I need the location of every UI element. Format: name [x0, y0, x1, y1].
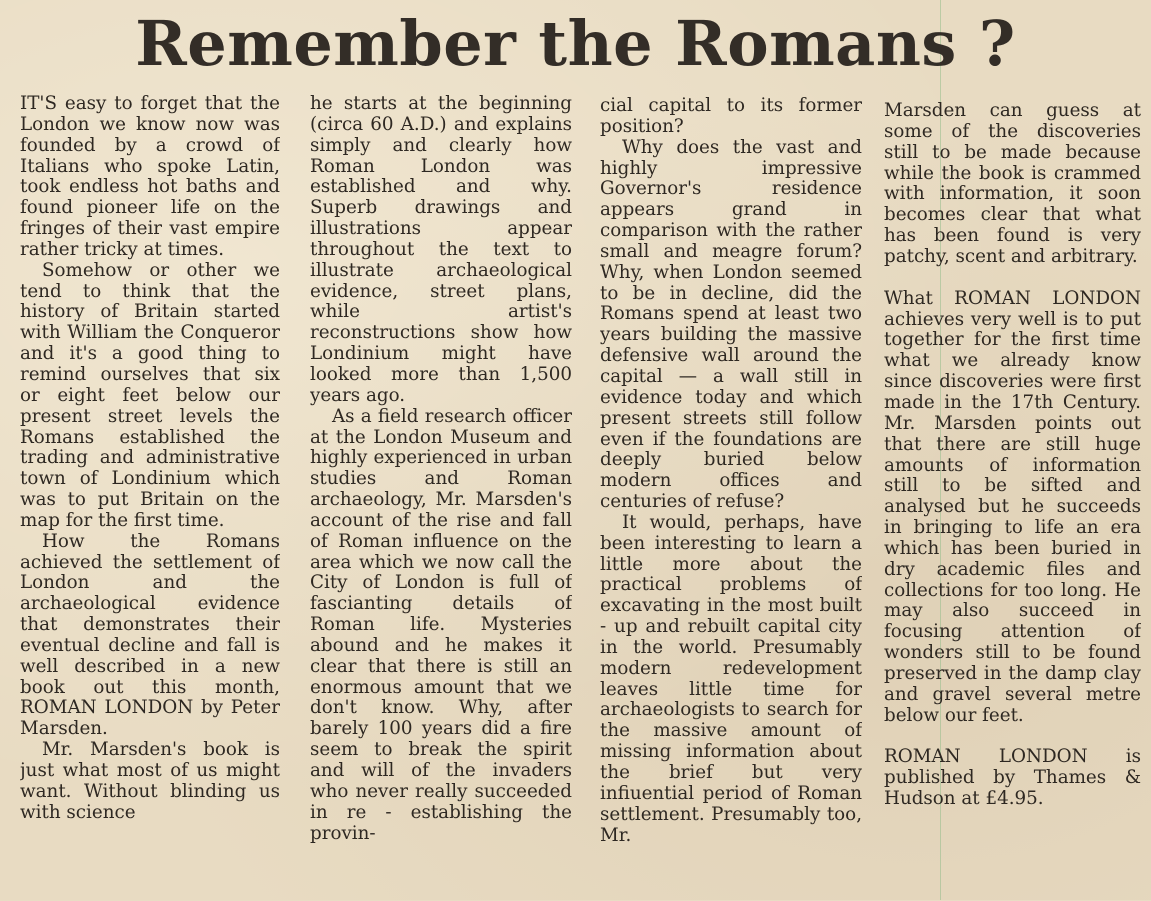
paragraph: Mr. Marsden's book is just what most of us might want. Without blinding us with science	[20, 739, 280, 823]
paragraph: It would, perhaps, have been interesting to learn a little more about the practical problems of excavating in the most built - up and rebuilt capital city in the world. Presumably modern redevelopment leaves little time for archaeologists to search for the massive amount of missing information about the brief but very infiuential period of Roman settlement. Presumably too, Mr.	[600, 511, 862, 846]
article-column-4	[884, 101, 1141, 901]
article-column-1	[20, 94, 280, 894]
article-column-3	[600, 96, 862, 896]
paragraph: As a field research officer at the London Museum and highly experienced in urban studies and Roman archaeology, Mr. Marsden's account of the rise and fall of Roman influence on the area which we now call the City of London is full of fascianting details of Roman life. Mysteries abound and he makes it clear that there is still an enormous amount that we don't know. Why, after barely 100 years did a fire seem to break the spirit and will of the invaders who never really succeeded in re - establishing the provin-	[310, 405, 572, 844]
paragraph: Marsden can guess at some of the discoveries still to be made because while the book is crammed with information, it soon becomes clear that what has been found is very patchy, scent and arbitrary.	[884, 101, 1141, 267]
paragraph: he starts at the beginning (circa 60 A.D.) and explains simply and clearly how Roman London was established and why. Superb drawings and illustrations appear throughout the text to illustrate archaeological evidence, street plans, while artist's reconstructions show how Londinium might have looked more than 1,500 years ago.	[310, 94, 572, 406]
paragraph: Somehow or other we tend to think that the history of Britain started with William the Conqueror and it's a good thing to remind ourselves that six or eight feet below our present street levels the Romans established the trading and administrative town of Londinium which was to put Britain on the map for the first time.	[20, 259, 280, 531]
article-column-2	[310, 94, 572, 894]
paragraph: IT'S easy to forget that the London we know now was founded by a crowd of Italians who spoke Latin, took endless hot baths and found pioneer life on the fringes of their vast empire rather tricky at times.	[20, 94, 280, 260]
paragraph: cial capital to its former position?	[600, 96, 862, 137]
headline: Remember the Romans ?	[135, 7, 1016, 80]
paragraph: How the Romans achieved the settlement of London and the archaeological evidence that demonstrates their eventual decline and fall is well described in a new book out this month, ROMAN LONDON by Peter Marsden.	[20, 530, 280, 740]
paragraph: Why does the vast and highly impressive Governor's residence appears grand in comparison with the rather small and meagre forum? Why, when London seemed to be in decline, did the Romans spend at least two years building the massive defensive wall around the capital — a wall still in evidence today and which present streets still follow even if the foundations are deeply buried below modern offices and centuries of refuse?	[600, 136, 862, 513]
paragraph: What ROMAN LONDON achieves very well is to put together for the first time what we already know since discoveries were first made in the 17th Century. Mr. Marsden points out that there are still huge amounts of information still to be sifted and analysed but he succeeds in bringing to life an era which has been buried in dry academic files and collections for too long. He may also succeed in focusing attention of wonders still to be found preserved in the damp clay and gravel several metre below our feet.	[884, 287, 1141, 726]
publisher-note: ROMAN LONDON is published by Thames & Hudson at £4.95.	[884, 746, 1141, 810]
